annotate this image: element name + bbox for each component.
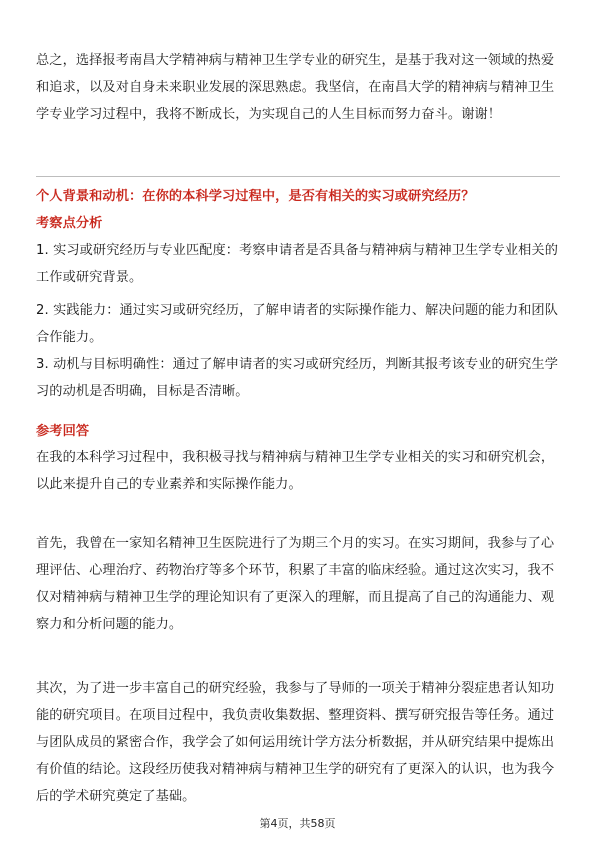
section-divider — [36, 176, 560, 177]
analysis-item-1: 1. 实习或研究经历与专业匹配度：考察申请者是否具备与精神病与精神卫生学专业相关的工作或研究背景。 — [36, 243, 558, 285]
answer-heading: 参考回答 — [36, 424, 90, 439]
question-heading: 个人背景和动机：在你的本科学习过程中，是否有相关的实习或研究经历？ — [36, 189, 475, 204]
analysis-heading: 考察点分析 — [36, 216, 103, 231]
answer-paragraph-1: 在我的本科学习过程中，我积极寻找与精神病与精神卫生学专业相关的实习和研究机会，以此来提升自己的专业素养和实际操作能力。 — [36, 450, 555, 492]
intro-paragraph: 总之，选择报考南昌大学精神病与精神卫生学专业的研究生，是基于我对这一领域的热爱和追求，以及对自身未来职业发展的深思熟虑。我坚信，在南昌大学的精神病与精神卫生学专业学习过程中，我将不断成长，为实现自己的人生目标而努力奋斗。谢谢！ — [36, 53, 555, 122]
analysis-item-3: 3. 动机与目标明确性：通过了解申请者的实习或研究经历，判断其报考该专业的研究生学习的动机是否明确，目标是否清晰。 — [36, 357, 558, 399]
answer-paragraph-2: 首先，我曾在一家知名精神卫生医院进行了为期三个月的实习。在实习期间，我参与了心理评估、心理治疗、药物治疗等多个环节，积累了丰富的临床经验。通过这次实习，我不仅对精神病与精神卫生学的理论知识有了更深入的理解，而且提高了自己的沟通能力、观察力和分析问题的能力。 — [36, 536, 555, 632]
page-number-footer: 第4页，共58页 — [259, 817, 336, 830]
answer-paragraph-3: 其次，为了进一步丰富自己的研究经验，我参与了导师的一项关于精神分裂症患者认知功能的研究项目。在项目过程中，我负责收集数据、整理资料、撰写研究报告等任务。通过与团队成员的紧密合作，我学会了如何运用统计学方法分析数据，并从研究结果中提炼出有价值的结论。这段经历使我对精神病与精神卫生学的研究有了更深入的认识，也为我今后的学术研究奠定了基础。 — [36, 681, 555, 804]
analysis-item-2: 2. 实践能力：通过实习或研究经历，了解申请者的实际操作能力、解决问题的能力和团队合作能力。 — [36, 303, 558, 345]
